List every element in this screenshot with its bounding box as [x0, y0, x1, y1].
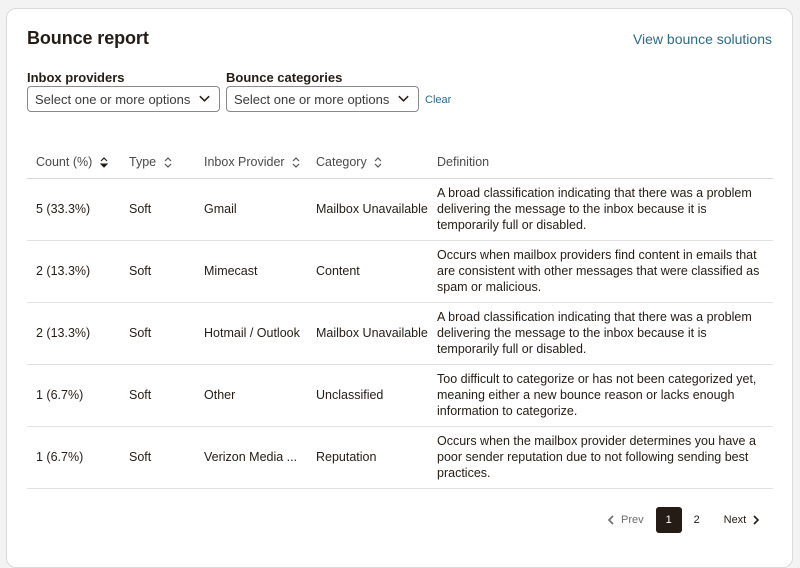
chevron-right-icon — [750, 514, 762, 526]
column-header-provider-label: Inbox Provider — [204, 155, 285, 170]
table-row — [27, 426, 773, 488]
cell-type: Soft — [120, 240, 195, 302]
cell-count: 1 (6.7%) — [27, 364, 120, 426]
cell-provider: Other — [195, 364, 307, 426]
cell-category: Mailbox Unavailable — [307, 302, 437, 364]
bounce-table — [27, 147, 773, 489]
cell-count: 2 (13.3%) — [27, 302, 120, 364]
column-header-type-label: Type — [129, 155, 157, 170]
column-header-definition — [437, 147, 773, 178]
sort-icon — [374, 157, 382, 168]
bounce-categories-select[interactable] — [226, 86, 419, 112]
table-row — [27, 364, 773, 426]
column-header-definition-label: Definition — [437, 155, 490, 170]
sort-icon — [292, 157, 300, 168]
cell-count: 1 (6.7%) — [27, 426, 120, 488]
cell-category: Mailbox Unavailable — [307, 178, 437, 240]
clear-filters-link[interactable]: Clear — [425, 94, 452, 106]
chevron-down-icon — [397, 92, 410, 105]
next-page-button[interactable] — [724, 514, 763, 526]
inbox-providers-select[interactable] — [27, 86, 220, 112]
page-title: Bounce report — [27, 28, 149, 48]
chevron-left-icon — [605, 514, 617, 526]
table-row — [27, 240, 773, 302]
cell-provider: Verizon Media ... — [195, 426, 307, 488]
cell-type: Soft — [120, 178, 195, 240]
column-header-provider[interactable] — [195, 147, 307, 178]
inbox-providers-placeholder: Select one or more options — [35, 92, 191, 107]
page-button-2[interactable]: 2 — [693, 514, 700, 526]
table-row — [27, 178, 773, 240]
cell-provider: Gmail — [195, 178, 307, 240]
bounce-report-card — [6, 8, 793, 568]
cell-definition: Occurs when the mailbox provider determines you have a poor sender reputation due to not following sending best practices. — [437, 426, 773, 488]
table-header-row — [27, 147, 773, 178]
cell-provider: Mimecast — [195, 240, 307, 302]
column-header-type[interactable] — [120, 147, 195, 178]
cell-definition: A broad classification indicating that there was a problem delivering the message to the inbox because it is temporarily full or disabled. — [437, 178, 773, 240]
column-header-count-label: Count (%) — [36, 155, 93, 170]
view-bounce-solutions-link[interactable]: View bounce solutions — [632, 31, 772, 47]
bounce-categories-placeholder: Select one or more options — [234, 92, 390, 107]
cell-type: Soft — [120, 364, 195, 426]
chevron-down-icon — [198, 92, 211, 105]
prev-page-label: Prev — [621, 514, 644, 526]
column-header-count[interactable] — [27, 147, 120, 178]
cell-provider: Hotmail / Outlook — [195, 302, 307, 364]
bounce-categories-label: Bounce categories — [226, 70, 343, 85]
table-row — [27, 302, 773, 364]
cell-type: Soft — [120, 426, 195, 488]
cell-category: Content — [307, 240, 437, 302]
column-header-category[interactable] — [307, 147, 437, 178]
sort-icon — [100, 157, 108, 168]
cell-count: 2 (13.3%) — [27, 240, 120, 302]
sort-icon — [164, 157, 172, 168]
pagination — [605, 507, 762, 533]
page-button-1[interactable]: 1 — [656, 507, 682, 533]
prev-page-button[interactable] — [605, 514, 644, 526]
next-page-label: Next — [723, 514, 747, 526]
column-header-category-label: Category — [316, 155, 367, 170]
cell-type: Soft — [120, 302, 195, 364]
cell-definition: Too difficult to categorize or has not been categorized yet, meaning either a new bounce reason or lacks enough information to categorize. — [437, 364, 773, 426]
cell-definition: A broad classification indicating that there was a problem delivering the message to the inbox because it is temporarily full or disabled. — [437, 302, 773, 364]
cell-category: Reputation — [307, 426, 437, 488]
cell-count: 5 (33.3%) — [27, 178, 120, 240]
cell-definition: Occurs when mailbox providers find content in emails that are consistent with other messages that were classified as spam or malicious. — [437, 240, 773, 302]
cell-category: Unclassified — [307, 364, 437, 426]
inbox-providers-label: Inbox providers — [27, 70, 125, 85]
